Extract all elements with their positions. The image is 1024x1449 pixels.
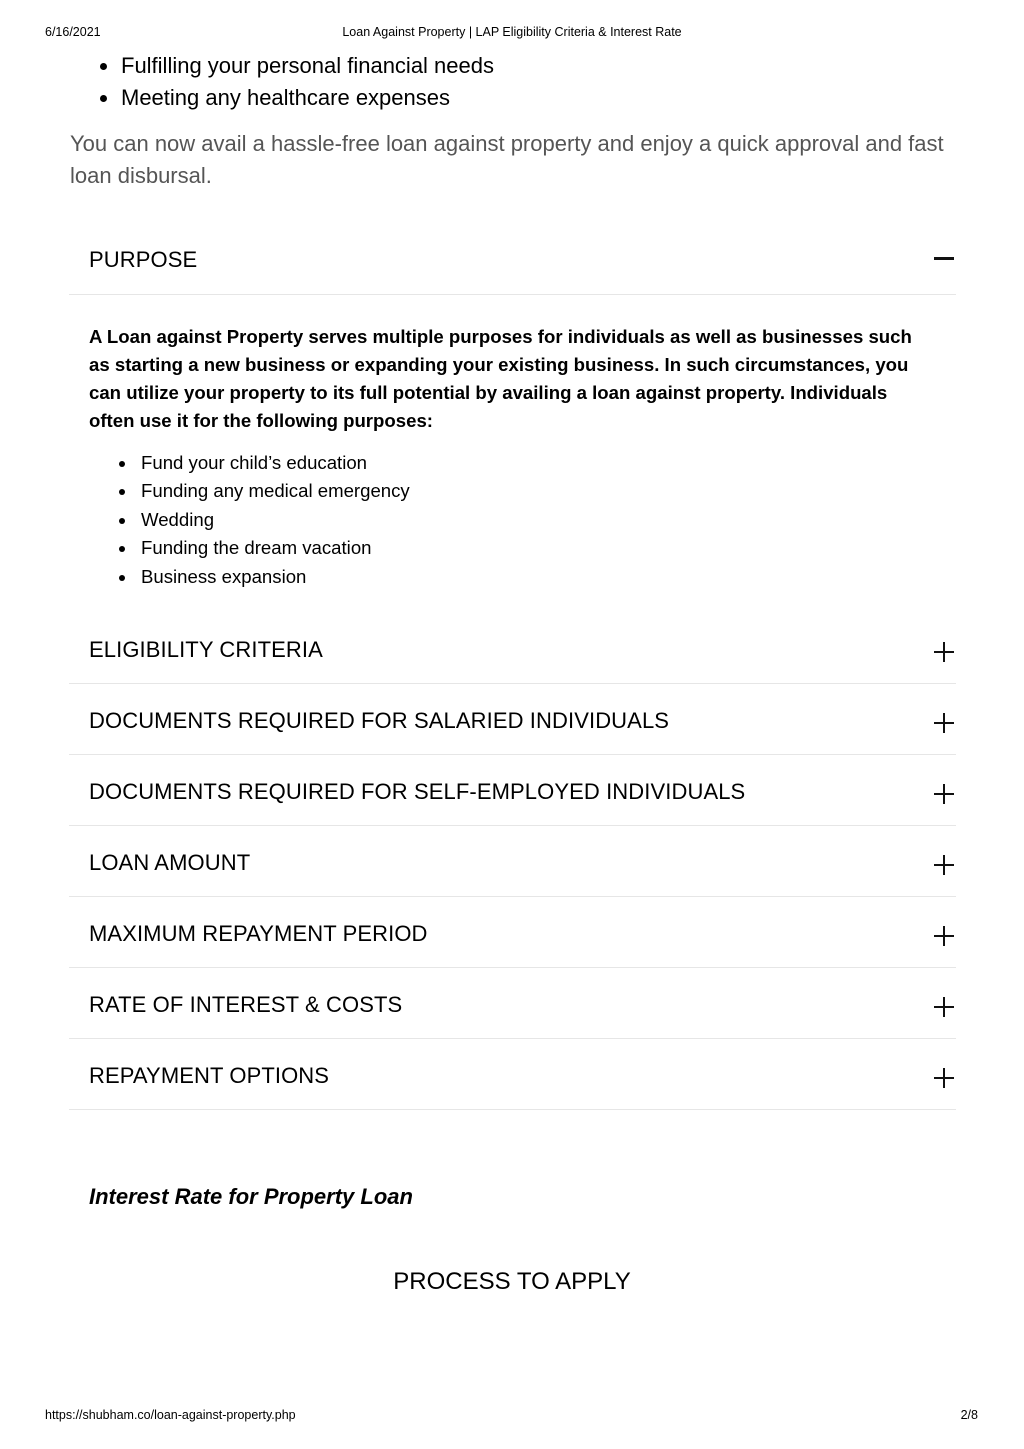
plus-icon[interactable] [934, 784, 954, 804]
accordion-header-purpose[interactable] [69, 228, 956, 295]
print-footer [0, 1408, 1024, 1424]
plus-icon[interactable] [934, 997, 954, 1017]
intro-paragraph: You can now avail a hassle-free loan against property and enjoy a quick approval and fast loan disbursal. [70, 131, 944, 188]
accordion-title: LOAN AMOUNT [89, 850, 251, 876]
minus-icon[interactable] [934, 248, 954, 268]
plus-icon[interactable] [934, 642, 954, 662]
list-item: Funding the dream vacation [89, 534, 936, 562]
accordion-header-documents-salaried[interactable] [69, 684, 956, 755]
accordion-title: MAXIMUM REPAYMENT PERIOD [89, 921, 428, 947]
accordion-header-interest-costs[interactable] [69, 968, 956, 1039]
accordion-header-loan-amount[interactable] [69, 826, 956, 897]
accordion-title: DOCUMENTS REQUIRED FOR SALARIED INDIVIDUALS [89, 708, 670, 734]
interest-rate-heading: Interest Rate for Property Loan [89, 1184, 413, 1209]
accordion-panel-purpose [69, 295, 956, 613]
plus-icon[interactable] [934, 855, 954, 875]
list-item: Meeting any healthcare expenses [70, 82, 494, 114]
accordion-header-repayment-options[interactable] [69, 1039, 956, 1110]
accordion-title: ELIGIBILITY CRITERIA [89, 637, 323, 663]
list-item: Wedding [89, 506, 936, 534]
list-item: Fund your child’s education [89, 449, 936, 477]
page-number: 2/8 [960, 1408, 978, 1422]
process-heading: PROCESS TO APPLY [393, 1268, 631, 1295]
purpose-description: A Loan against Property serves multiple purposes for individuals as well as businesses such as starting a new business or expanding your existing business. In such circumstances, you can utilize your property to its full potential by availing a loan against property. Individuals often use it for the following purposes: [89, 326, 912, 431]
loan-info-accordion [69, 228, 956, 1110]
accordion-title: PURPOSE [89, 247, 198, 272]
accordion-header-eligibility[interactable] [69, 613, 956, 684]
plus-icon[interactable] [934, 926, 954, 946]
print-url: https://shubham.co/loan-against-property.php [45, 1408, 296, 1422]
purpose-list [89, 449, 936, 591]
accordion-title: RATE OF INTEREST & COSTS [89, 992, 403, 1018]
accordion-header-repayment-period[interactable] [69, 897, 956, 968]
list-item: Business expansion [89, 563, 936, 591]
print-date: 6/16/2021 [45, 25, 101, 39]
print-header [0, 25, 1024, 41]
plus-icon[interactable] [934, 1068, 954, 1088]
accordion-title: DOCUMENTS REQUIRED FOR SELF-EMPLOYED INDIVIDUALS [89, 779, 746, 805]
print-title: Loan Against Property | LAP Eligibility Criteria & Interest Rate [342, 25, 682, 39]
list-item: Fulfilling your personal financial needs [70, 50, 494, 82]
accordion-title: REPAYMENT OPTIONS [89, 1063, 330, 1089]
list-item: Funding any medical emergency [89, 477, 936, 505]
accordion-header-documents-self-employed[interactable] [69, 755, 956, 826]
plus-icon[interactable] [934, 713, 954, 733]
benefits-list [70, 50, 494, 114]
